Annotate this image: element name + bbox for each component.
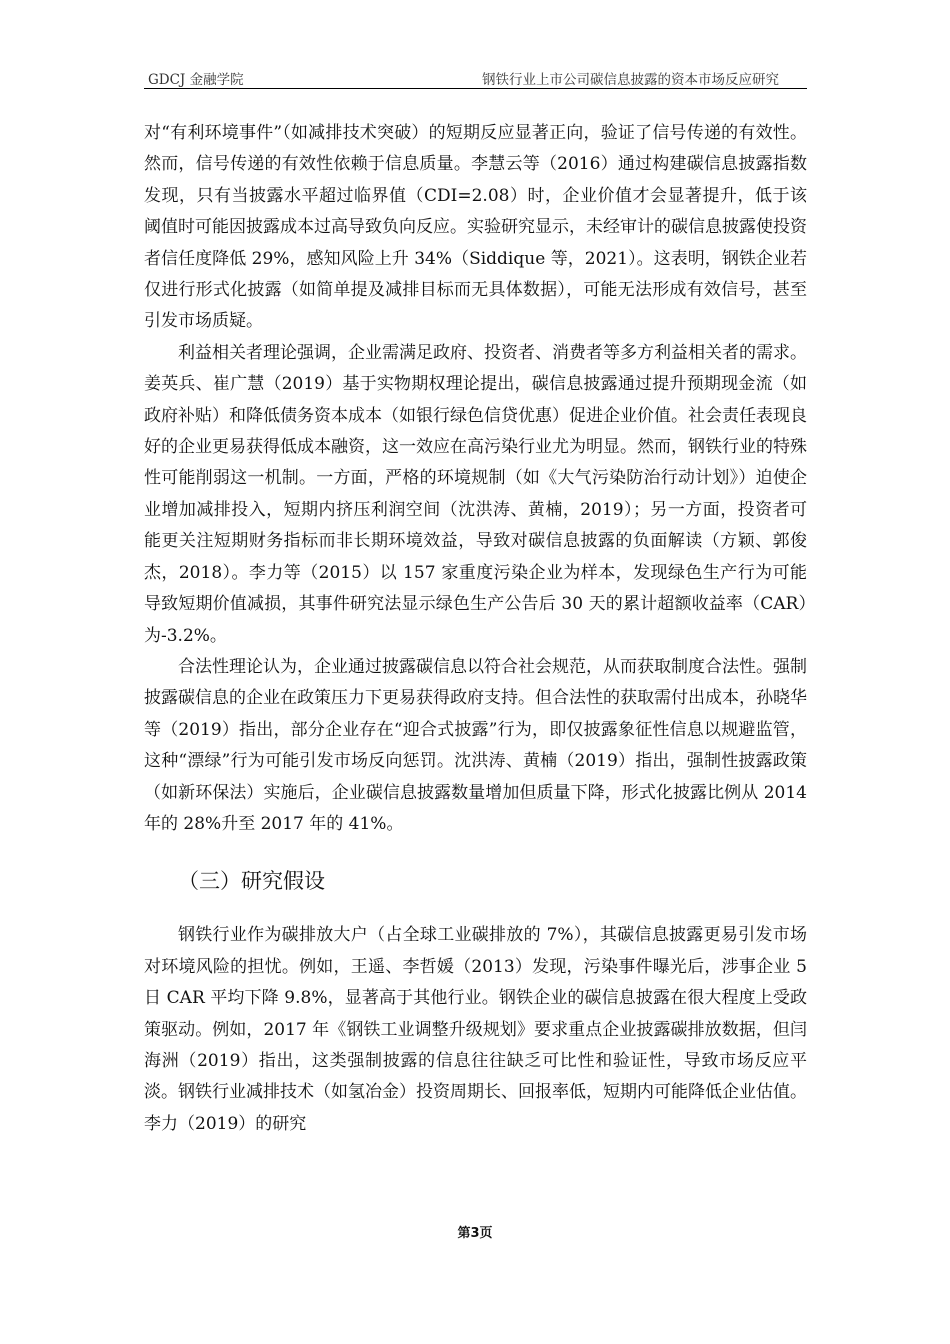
header-institution: GDCJ 金融学院	[148, 72, 244, 88]
section-heading: （三）研究假设	[178, 869, 325, 894]
paragraph-hypothesis: 钢铁行业作为碳排放大户（占全球工业碳排放的 7%），其碳信息披露更易引发市场对环境风险的担忧。例如，王遥、李哲媛（2013）发现，污染事件曝光后，涉事企业 5 日 CAR 平均下降 9.8%，显著高于其他行业。钢铁企业的碳信息披露在很大程度上受政策驱动。例如，2017 年《钢铁工业调整升级规划》要求重点企业披露碳排放数据，但闫海洲（2019）指出，这类强制披露的信息往往缺乏可比性和验证性，导致市场反应平淡。钢铁行业减排技术（如氢冶金）投资周期长、回报率低，短期内可能降低企业估值。李力（2019）的研究	[144, 925, 807, 1134]
page-number: 第3页	[457, 1226, 493, 1241]
running-header	[144, 66, 807, 89]
paragraph-stakeholder-theory: 利益相关者理论强调，企业需满足政府、投资者、消费者等多方利益相关者的需求。姜英兵、崔广慧（2019）基于实物期权理论提出，碳信息披露通过提升预期现金流（如政府补贴）和降低债务资本成本（如银行绿色信贷优惠）促进企业价值。社会责任表现良好的企业更易获得低成本融资，这一效应在高污染行业尤为明显。然而，钢铁行业的特殊性可能削弱这一机制。一方面，严格的环境规制（如《大气污染防治行动计划》）迫使企业增加减排投入，短期内挤压利润空间（沈洪涛、黄楠，2019）；另一方面，投资者可能更关注短期财务指标而非长期环境效益，导致对碳信息披露的负面解读（方颖、郭俊杰，2018）。李力等（2015）以 157 家重度污染企业为样本，发现绿色生产行为可能导致短期价值减损，其事件研究法显示绿色生产公告后 30 天的累计超额收益率（CAR）为-3.2%。	[144, 342, 807, 646]
header-paper-title: 钢铁行业上市公司碳信息披露的资本市场反应研究	[482, 72, 779, 88]
paragraph-continued: 对“有利环境事件”（如减排技术突破）的短期反应显著正向，验证了信号传递的有效性。然而，信号传递的有效性依赖于信息质量。李慧云等（2016）通过构建碳信息披露指数发现，只有当披露水平超过临界值（CDI=2.08）时，企业价值才会显著提升，低于该阈值时可能因披露成本过高导致负向反应。实验研究显示，未经审计的碳信息披露使投资者信任度降低 29%，感知风险上升 34%（Siddique 等，2021）。这表明，钢铁企业若仅进行形式化披露（如简单提及减排目标而无具体数据），可能无法形成有效信号，甚至引发市场质疑。	[144, 123, 807, 332]
paragraph-legitimacy-theory: 合法性理论认为，企业通过披露碳信息以符合社会规范，从而获取制度合法性。强制披露碳信息的企业在政策压力下更易获得政府支持。但合法性的获取需付出成本，孙晓华等（2019）指出，部分企业存在“迎合式披露”行为，即仅披露象征性信息以规避监管，这种“漂绿”行为可能引发市场反向惩罚。沈洪涛、黄楠（2019）指出，强制性披露政策（如新环保法）实施后，企业碳信息披露数量增加但质量下降，形式化披露比例从 2014 年的 28%升至 2017 年的 41%。	[144, 656, 807, 834]
body-text	[144, 118, 807, 1140]
